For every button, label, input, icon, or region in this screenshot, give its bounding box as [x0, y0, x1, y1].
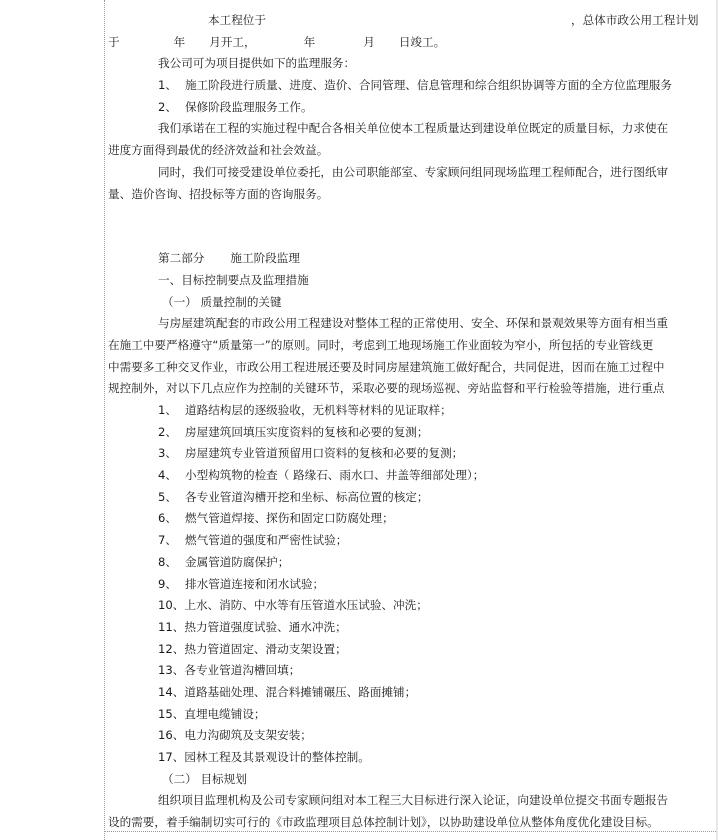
- list-item-text: 金属管道防腐保护；: [185, 554, 290, 569]
- list-item: 16、电力沟砌筑及支架安装；: [158, 728, 312, 743]
- quality-para-line-3: 中需要多工种交叉作业，市政公用工程进展还要及时同房屋建筑施工做好配合，共同促进，因而在施工过程中: [108, 359, 665, 374]
- intro-date-from: 于: [108, 34, 120, 49]
- list-item-num: 3、: [158, 446, 177, 461]
- quality-para-line-1: 与房屋建筑配套的市政公用工程建设对整体工程的正常使用、安全、环保和景观效果等方面有相当重: [158, 316, 669, 331]
- part2-title-text: 施工阶段监理: [230, 251, 300, 266]
- promise-line-2: 进度方面得到最优的经济效益和社会效益。: [108, 143, 329, 158]
- list-item-num: 5、: [158, 489, 177, 504]
- list-item-text: 排水管道连接和闭水试验；: [185, 576, 325, 591]
- quality-para-line-2: 在施工中要严格遵守“质量第一”的原则。同时，考虑到工地现场施工作业面较为窄小，所包括的专业管线更: [108, 337, 654, 352]
- consult-line-1: 同时，我们可接受建设单位委托，由公司职能部室、专家顾问组同现场监理工程师配合，进行图纸审: [158, 164, 669, 179]
- services-intro: 我公司可为项目提供如下的监理服务：: [158, 56, 356, 71]
- list-item-num: 4、: [158, 468, 177, 483]
- list-item: [108, 443, 718, 465]
- list-item-num: 6、: [158, 511, 177, 526]
- list-item: 13、各专业管道沟槽回填；: [158, 663, 301, 678]
- quality-para-line-4: 规控制外，对以下几点应作为控制的关键环节，采取必要的现场巡视、旁站监督和平行检验等措施，进行重点: [108, 381, 665, 396]
- part2-title: [108, 248, 718, 270]
- service-item-1-text: 施工阶段进行质量、进度、造价、合同管理、信息管理和综合组织协调等方面的全方位监理服务: [185, 78, 672, 93]
- service-item-2: [108, 97, 718, 119]
- list-item-num: 7、: [158, 533, 177, 548]
- intro-start-month: 月开工，: [209, 34, 256, 49]
- promise-line-1: 我们承诺在工程的实施过程中配合各相关单位使本工程质量达到建设单位既定的质量目标，力求使在: [158, 121, 669, 136]
- list-item-text: 房屋建筑回填压实度资料的复核和必要的复测；: [185, 424, 429, 439]
- list-item: [108, 465, 718, 487]
- list-item-text: 房屋建筑专业管道预留用口资料的复核和必要的复测；: [185, 446, 464, 461]
- list-item: [108, 574, 718, 596]
- list-item: [108, 422, 718, 444]
- intro-end-month: 月: [363, 34, 375, 49]
- list-item: [108, 400, 718, 422]
- list-item: [108, 508, 718, 530]
- list-item: [108, 530, 718, 552]
- intro-start-year: 年: [173, 34, 186, 49]
- list-item-text: 燃气管道焊接、探伤和固定口防腐处理；: [185, 511, 394, 526]
- list-item-num: 8、: [158, 554, 177, 569]
- subsection-2-heading: （二） 目标规划: [162, 771, 247, 786]
- intro-end-year: 年: [303, 34, 316, 49]
- plan-para-line-2: 设的需要，着手编制切实可行的《市政监理项目总体控制计划》，以协助建设单位从整体角度优化建设目标。: [108, 815, 659, 830]
- service-item-2-text: 保修阶段监理服务工作。: [185, 99, 313, 114]
- list-item-text: 各专业管道沟槽开挖和坐标、标高位置的核定；: [185, 489, 429, 504]
- section-1-heading: 一、目标控制要点及监理措施: [158, 272, 309, 287]
- service-item-1: [108, 75, 718, 97]
- list-item: 11、热力管道强度试验、通水冲洗；: [158, 619, 347, 634]
- list-item: 17、园林工程及其景观设计的整体控制。: [158, 750, 370, 764]
- document-body: [108, 10, 718, 834]
- list-item-text: 燃气管道的强度和严密性试验；: [185, 533, 348, 548]
- service-item-1-num: 1、: [158, 78, 177, 93]
- intro-end-day: 日竣工。: [398, 34, 446, 49]
- left-margin-guide: [104, 0, 105, 840]
- list-item: 15、直埋电缆铺设；: [158, 706, 266, 721]
- list-item: [108, 552, 718, 574]
- service-item-2-num: 2、: [158, 99, 177, 114]
- list-item-text: 小型构筑物的检查（ 路缘石、雨水口、井盖等细部处理）；: [185, 468, 485, 483]
- list-item: 14、道路基础处理、混合料摊铺碾压、路面摊铺；: [158, 684, 417, 699]
- list-item: [108, 487, 718, 509]
- intro-schedule-label: ，总体市政公用工程计划: [570, 13, 699, 27]
- list-item-num: 2、: [158, 424, 177, 439]
- intro-location-label: 本工程位于: [208, 13, 266, 27]
- list-item: 10、上水、消防、中水等有压管道水压试验、冲洗；: [158, 598, 428, 613]
- list-item-text: 道路结构层的逐级验收，无机料等材料的见证取样；: [185, 403, 452, 417]
- plan-para-line-1: 组织项目监理机构及公司专家顾问组对本工程三大目标进行深入论证，向建设单位提交书面专题报告: [158, 793, 669, 808]
- list-item-num: 9、: [158, 576, 177, 591]
- list-item-num: 1、: [158, 403, 177, 417]
- intro-line-1: [108, 10, 718, 32]
- intro-line-2: [108, 32, 718, 54]
- part2-title-number: 第二部分: [158, 251, 205, 266]
- consult-line-2: 量、造价咨询、招投标等方面的咨询服务。: [108, 186, 329, 201]
- section-spacer: [108, 205, 718, 248]
- list-item: 12、热力管道固定、滑动支架设置；: [158, 641, 347, 656]
- subsection-1-heading: （一） 质量控制的关键: [162, 294, 282, 309]
